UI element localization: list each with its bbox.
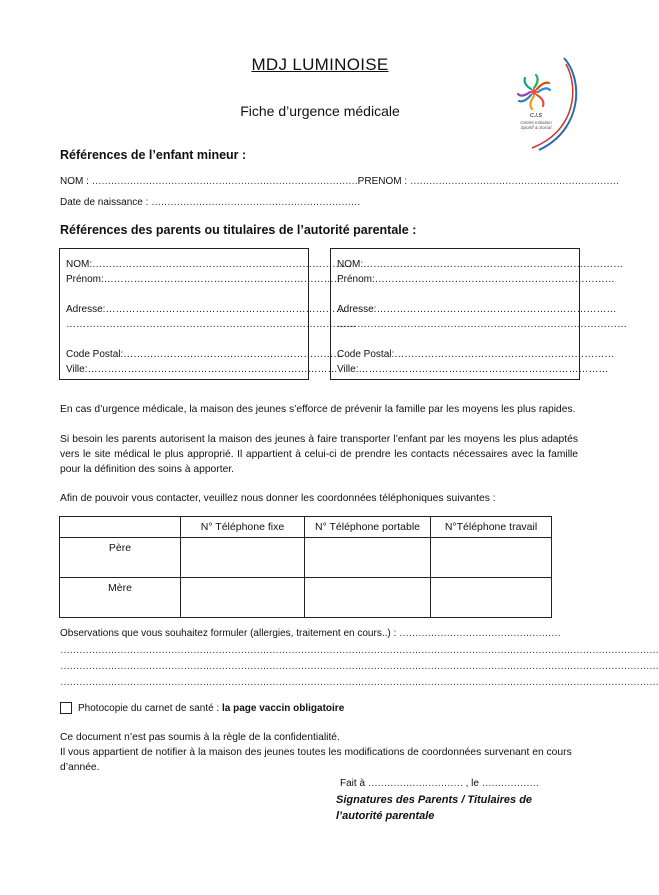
observations-line-2[interactable]: ……………………………………………………………………………………………………………………………………………………………………… <box>60 661 659 672</box>
child-prenom-field[interactable]: ………………………………………………………… <box>409 176 619 187</box>
parent1-box <box>59 248 356 380</box>
pere-travail-cell[interactable] <box>431 538 552 578</box>
fait-date-field[interactable]: ……………… <box>481 778 539 789</box>
parent1-adresse-field[interactable]: Adresse:……………………………………………………………… <box>66 304 346 315</box>
logo-swirl-icon <box>494 50 578 154</box>
logo <box>494 50 578 154</box>
phones-header-portable: N° Téléphone portable <box>305 517 431 538</box>
observations-row <box>60 628 561 639</box>
mere-fixe-cell[interactable] <box>181 578 305 618</box>
signature-line-2: l’autorité parentale <box>336 810 435 822</box>
phones-table-header <box>60 517 552 538</box>
mere-travail-cell[interactable] <box>431 578 552 618</box>
document-title: MDJ LUMINOISE <box>251 55 389 74</box>
note-confidentialite: Ce document n’est pas soumis à la règle de la confidentialité. <box>60 732 340 743</box>
parents-section-heading: Références des parents ou titulaires de l’autorité parentale : <box>60 223 417 237</box>
note-modifications: Il vous appartient de notifier à la maison des jeunes toutes les modifications de coordonnées survenant en cours d’année. <box>60 747 572 773</box>
observations-line-1[interactable]: ……………………………………………………………………………………………………………………………………………………………………… <box>60 645 659 656</box>
phones-header-fixe: N° Téléphone fixe <box>181 517 305 538</box>
paragraph-urgence: En cas d’urgence médicale, la maison des jeunes s’efforce de prévenir la famille par les moyens les plus rapides. <box>60 404 576 415</box>
paragraph-contact: Afin de pouvoir vous contacter, veuillez nous donner les coordonnées téléphoniques suivantes : <box>60 493 496 504</box>
parent1-nom-field[interactable]: NOM:…………………………………………………………………… <box>66 259 353 270</box>
phones-table <box>59 516 552 618</box>
fait-lieu-field[interactable]: ………………………… <box>367 778 463 789</box>
table-row <box>60 578 552 618</box>
child-nom-field[interactable]: ………………………………………………………………………… <box>91 176 358 187</box>
parent1-cp-field[interactable]: Code Postal:………………………………………………………… <box>66 349 344 360</box>
pere-fixe-cell[interactable] <box>181 538 305 578</box>
child-prenom-label: PRENOM : <box>357 176 408 187</box>
child-dob-row <box>60 197 360 208</box>
photocopie-bold-label: la page vaccin obligatoire <box>222 703 345 714</box>
pere-portable-cell[interactable] <box>305 538 431 578</box>
parent2-adresse-field[interactable]: Adresse:……………………………………………………………… <box>337 304 617 315</box>
parent2-nom-field[interactable]: NOM:…………………………………………………………………… <box>337 259 624 270</box>
photocopie-label-row <box>78 703 344 714</box>
parent2-prenom-field[interactable]: Prénom:……………………………………………………………… <box>337 274 615 285</box>
child-section-heading: Références de l’enfant mineur : <box>60 148 247 162</box>
parent1-adresse2-field[interactable]: …………………………………………………………………………… <box>66 319 356 330</box>
parent2-cp-field[interactable]: Code Postal:………………………………………………………… <box>337 349 615 360</box>
row-label-mere: Mère <box>60 578 181 618</box>
observations-field[interactable]: …………………………………………… <box>399 628 561 639</box>
le-label: , le <box>465 778 479 789</box>
child-dob-field[interactable]: ………………………………………………………… <box>151 197 361 208</box>
fait-label: Fait à <box>340 778 366 789</box>
photocopie-label: Photocopie du carnet de santé : <box>78 703 220 714</box>
parent1-prenom-field[interactable]: Prénom:……………………………………………………………… <box>66 274 344 285</box>
signature-line-1: Signatures des Parents / Titulaires de <box>336 794 533 806</box>
logo-text-line2: Sportif & Social <box>520 125 552 130</box>
mere-portable-cell[interactable] <box>305 578 431 618</box>
fait-row <box>340 778 539 789</box>
paragraph-transport: Si besoin les parents autorisent la maison des jeunes à faire transporter l’enfant par les moyens les plus adaptés vers le site médical le plus approprié. Il appartient à celui-ci de prendre les contacts nécessaires avec la famille pour la définition des soins à apporter. <box>60 434 578 475</box>
document-subtitle: Fiche d’urgence médicale <box>240 103 400 119</box>
logo-text-line1: Centre Initiation <box>520 120 552 125</box>
parent2-box <box>330 248 627 380</box>
parent1-ville-field[interactable]: Ville:………………………………………………………………… <box>66 364 338 375</box>
observations-line-3[interactable]: ……………………………………………………………………………………………………………………………………………………………………… <box>60 677 659 688</box>
parent2-ville-field[interactable]: Ville:………………………………………………………………… <box>337 364 609 375</box>
logo-text-main: C.I.S <box>529 113 543 119</box>
table-row <box>60 538 552 578</box>
parent2-adresse2-field[interactable]: …………………………………………………………………………… <box>337 319 627 330</box>
photocopie-checkbox[interactable] <box>60 702 72 714</box>
child-name-row <box>60 176 619 187</box>
phones-header-empty <box>60 517 181 538</box>
child-dob-label: Date de naissance : <box>60 197 149 208</box>
phones-header-travail: N°Téléphone travail <box>431 517 552 538</box>
observations-label: Observations que vous souhaitez formuler (allergies, traitement en cours..) : <box>60 628 397 639</box>
child-nom-label: NOM : <box>60 176 89 187</box>
row-label-pere: Père <box>60 538 181 578</box>
